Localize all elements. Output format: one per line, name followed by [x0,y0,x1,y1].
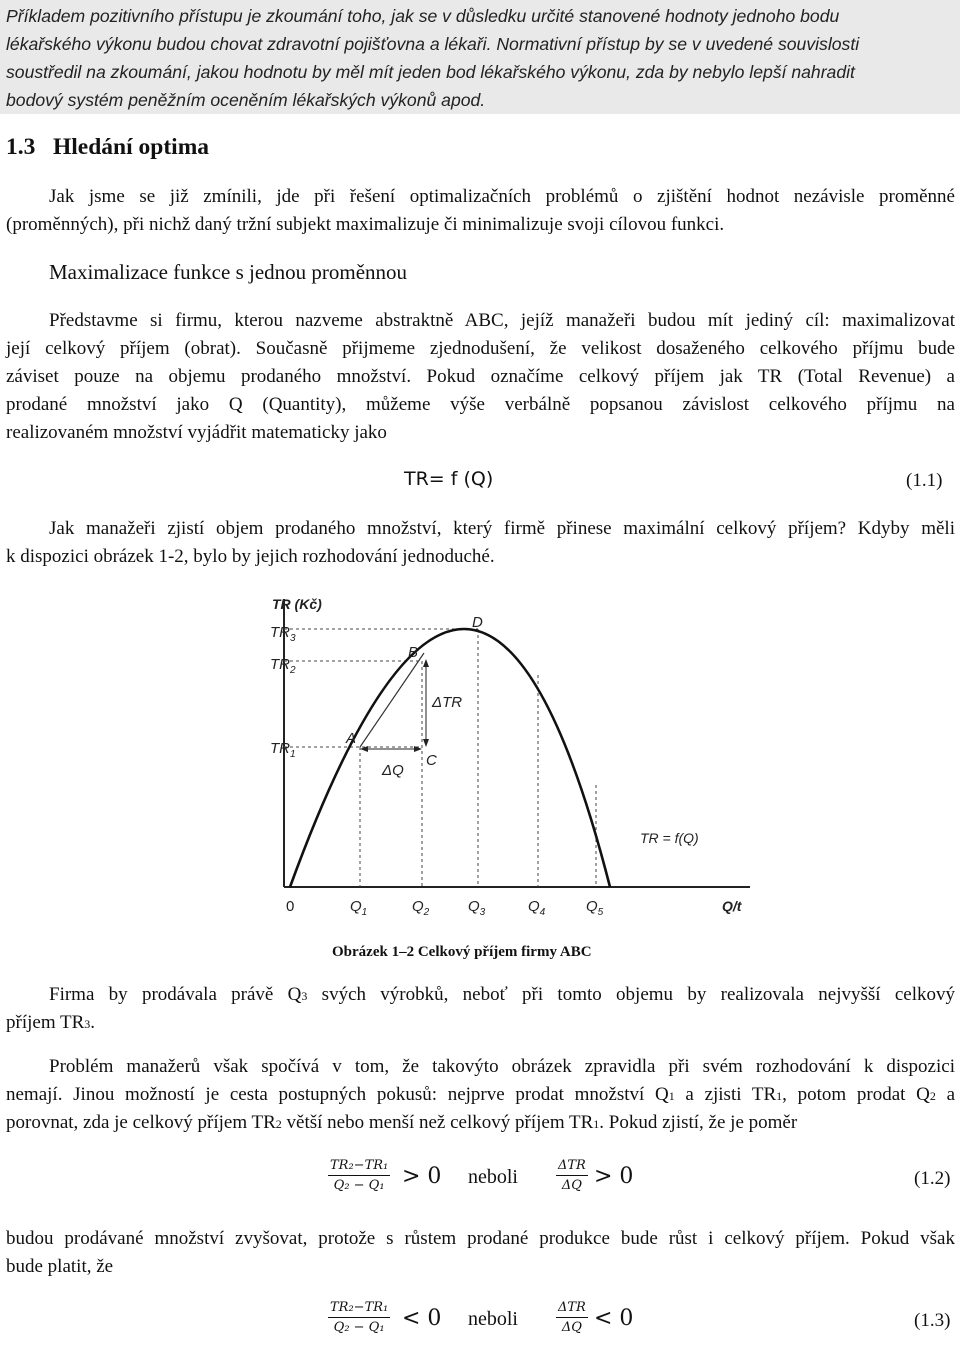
paragraph-line: (proměnných), při nichž daný tržní subjekt maximalizuje či minimalizuje svoji cílovou funkci. [6,214,725,235]
equation-label: (1.3) [914,1310,951,1331]
paragraph-line: prodané množství jako Q (Quantity), můžeme výše verbálně popsanou závislost celkového příjmu na [6,394,955,415]
point-label-a: A [346,730,357,747]
intro-line: bodový systém peněžním oceněním lékařských výkonů apod. [6,90,486,110]
fraction-delta: ΔTR ΔQ [558,1300,586,1335]
total-revenue-figure [250,585,770,925]
point-label-c: C [426,752,437,769]
y-tick-tr1: $TR_1$ [270,740,296,760]
paragraph-line: porovnat, zda je celkový příjem TR2 větší nebo menší než celkový příjem TR1. Pokud zjistí, že je poměr [6,1112,798,1133]
y-axis-label: TR (Kč) [272,596,322,612]
paragraph-line: realizovaném množství vyjádřit matematicky jako [6,422,387,443]
fraction-tr-over-q: $\frac{\text{TR₂−TR₁}}{\text{Q₂ − Q₁}}$ [330,1300,389,1335]
paragraph-line: bude platit, že [6,1256,114,1277]
x-axis-label: Q/t [722,898,742,914]
y-tick-tr3: $TR_3$ [270,624,296,644]
intro-line: soustředil na zkoumání, jakou hodnotu by měl mít jeden bod lékařského výkonu, zda by nebylo lepší nahradit [6,62,855,82]
equation-label: (1.1) [906,470,943,491]
paragraph-line: Firma by prodávala právě Q3 svých výrobků, neboť při tomto objemu by realizovala nejvyšší celkový [49,984,955,1005]
relation-greater: > 0 [594,1164,634,1189]
origin-label: 0 [286,898,295,915]
curve-label: TR = f(Q) [640,830,699,846]
paragraph-line: Problém manažerů však spočívá v tom, že takovýto obrázek zpravidla při svém rozhodování k dispozici [49,1056,955,1077]
relation-less: < 0 [594,1306,634,1331]
section-number: 1.3 [6,134,36,160]
revenue-curve [290,629,610,887]
point-label-b: B [408,644,419,661]
paragraph-line: budou prodávané množství zvyšovat, protože s růstem prodané produkce bude růst i celkový příjem. Pokud však [6,1228,955,1249]
point-label-d: D [472,614,483,631]
paragraph-line: nemají. Jinou možností je cesta postupných pokusů: nejprve prodat množství Q1 a zjisti TR1, potom prodat Q2 a [6,1084,955,1105]
x-tick-q3: $Q_3$ [468,898,486,918]
equation-1-1: TR= f (Q) [404,468,494,490]
x-tick-q1: $Q_1$ [350,898,368,918]
delta-tr-label: ΔTR [432,694,463,711]
paragraph-line: Představme si firmu, kterou nazveme abstraktně ABC, jejíž manažeři budou mít jediný cíl: maximalizovat [49,310,955,331]
paragraph-line: Jak manažeři zjistí objem prodaného množství, který firmě přinese maximální celkový příjem? Kdyby měli [49,518,955,539]
section-heading [6,134,209,161]
y-tick-tr2: $TR_2$ [270,656,296,676]
x-tick-q5: $Q_5$ [586,898,604,918]
relation-greater: > 0 [402,1164,442,1189]
section-title: Hledání optima [53,134,210,160]
subheading: Maximalizace funkce s jednou proměnnou [49,260,408,284]
paragraph-line: příjem TR3. [6,1012,96,1033]
intro-box-text [6,2,956,114]
word-neboli: neboli [468,1308,518,1330]
word-neboli: neboli [468,1166,518,1188]
x-tick-q2: $Q_2$ [412,898,430,918]
intro-line: lékařského výkonu budou chovat zdravotní pojišťovna a lékaři. Normativní přístup by se v uvedené souvislosti [6,34,860,54]
paragraph-line: její celkový příjem (obrat). Současně přijmeme zjednodušení, že velikost dosaženého celkového příjmu bude [6,338,955,359]
paragraph-line: záviset pouze na objemu prodaného množství. Pokud označíme celkový příjem jak TR (Total Revenue) a [6,366,955,387]
intro-line: Příkladem pozitivního přístupu je zkoumání toho, jak se v důsledku určité stanovené hodnoty jednoho bodu [6,6,840,26]
relation-less: < 0 [402,1306,442,1331]
delta-q-label: ΔQ [382,762,404,779]
fraction-tr-over-q: $\frac{\text{TR₂−TR₁}}{\text{Q₂ − Q₁}}$ [330,1158,389,1193]
figure-caption: Obrázek 1–2 Celkový příjem firmy ABC [332,944,592,960]
paragraph-line: k dispozici obrázek 1-2, bylo by jejich rozhodování jednoduché. [6,546,495,567]
x-tick-q4: $Q_4$ [528,898,546,918]
chord-ab [360,653,424,747]
equation-label: (1.2) [914,1168,951,1189]
fraction-delta: ΔTR ΔQ [558,1158,586,1193]
paragraph-line: Jak jsme se již zmínili, jde při řešení optimalizačních problémů o zjištění hodnot nezávisle proměnné [49,186,955,207]
